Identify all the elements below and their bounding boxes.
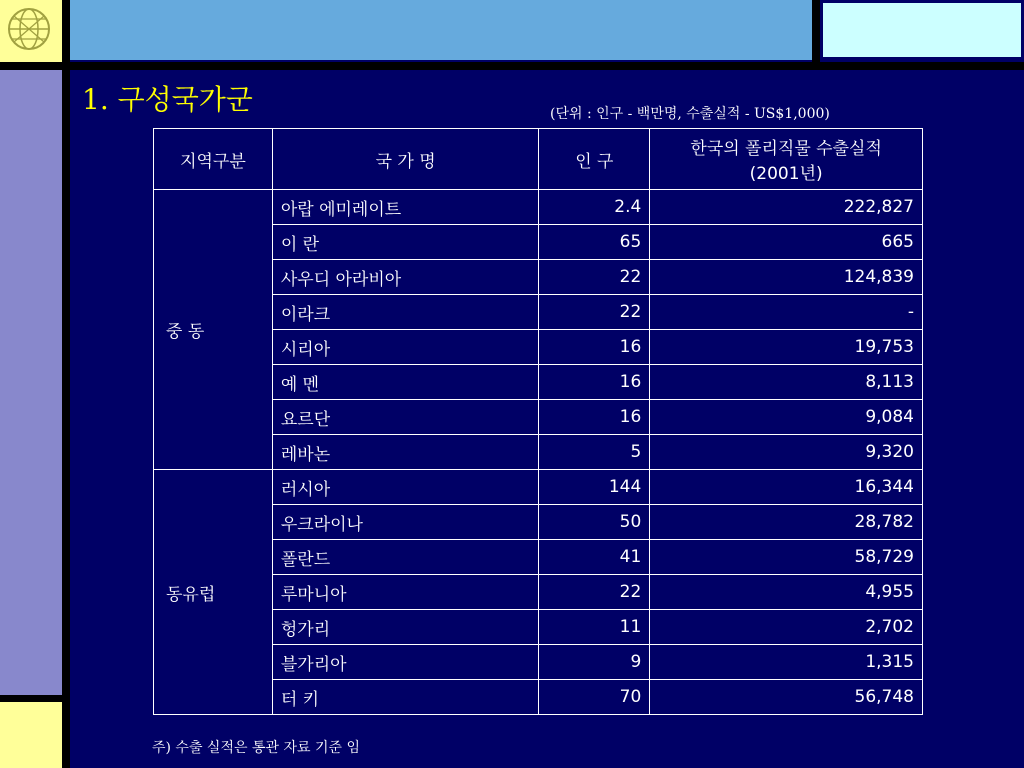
population-cell: 16 — [539, 365, 650, 400]
country-cell: 블가리아 — [272, 645, 539, 680]
header-exports-line2: (2001년) — [749, 164, 823, 184]
exports-cell: 4,955 — [650, 575, 923, 610]
population-cell: 65 — [539, 225, 650, 260]
exports-cell: 665 — [650, 225, 923, 260]
region-cell: 중 동 — [154, 190, 273, 470]
country-cell: 아랍 에미레이트 — [272, 190, 539, 225]
header-country: 국 가 명 — [272, 129, 539, 190]
country-cell: 시리아 — [272, 330, 539, 365]
country-cell: 레바논 — [272, 435, 539, 470]
population-cell: 5 — [539, 435, 650, 470]
divider — [0, 695, 62, 702]
header-exports-line1: 한국의 폴리직물 수출실적 — [690, 139, 882, 159]
population-cell: 11 — [539, 610, 650, 645]
header-region: 지역구분 — [154, 129, 273, 190]
population-cell: 41 — [539, 540, 650, 575]
exports-cell: 1,315 — [650, 645, 923, 680]
population-cell: 2.4 — [539, 190, 650, 225]
header-bar — [70, 0, 812, 60]
table-row — [154, 190, 923, 225]
population-cell: 22 — [539, 295, 650, 330]
logo-panel — [0, 0, 62, 62]
exports-cell: 56,748 — [650, 680, 923, 715]
exports-cell: 124,839 — [650, 260, 923, 295]
population-cell: 16 — [539, 330, 650, 365]
country-cell: 폴란드 — [272, 540, 539, 575]
exports-cell: 58,729 — [650, 540, 923, 575]
population-cell: 22 — [539, 260, 650, 295]
header-population: 인 구 — [539, 129, 650, 190]
population-cell: 22 — [539, 575, 650, 610]
header-exports — [650, 129, 923, 190]
country-cell: 예 멘 — [272, 365, 539, 400]
globe-icon — [0, 0, 62, 62]
exports-cell: 9,084 — [650, 400, 923, 435]
exports-cell: 8,113 — [650, 365, 923, 400]
country-table — [153, 128, 923, 715]
country-cell: 헝가리 — [272, 610, 539, 645]
exports-cell: 19,753 — [650, 330, 923, 365]
divider — [812, 0, 820, 62]
country-cell: 루마니아 — [272, 575, 539, 610]
exports-cell: 16,344 — [650, 470, 923, 505]
population-cell: 50 — [539, 505, 650, 540]
population-cell: 144 — [539, 470, 650, 505]
corner-block — [0, 702, 62, 768]
country-cell: 우크라이나 — [272, 505, 539, 540]
side-bar — [0, 70, 62, 695]
country-cell: 터 키 — [272, 680, 539, 715]
exports-cell: 222,827 — [650, 190, 923, 225]
region-cell: 동유럽 — [154, 470, 273, 715]
country-cell: 이라크 — [272, 295, 539, 330]
footnote: 주) 수출 실적은 통관 자료 기준 임 — [152, 740, 360, 756]
table-row — [154, 470, 923, 505]
table-header-row — [154, 129, 923, 190]
population-cell: 9 — [539, 645, 650, 680]
divider — [62, 0, 70, 768]
country-cell: 러시아 — [272, 470, 539, 505]
country-cell: 이 란 — [272, 225, 539, 260]
page-title: 1. 구성국가군 — [82, 83, 253, 116]
header-box — [820, 0, 1024, 60]
exports-cell: 2,702 — [650, 610, 923, 645]
population-cell: 70 — [539, 680, 650, 715]
population-cell: 16 — [539, 400, 650, 435]
country-cell: 요르단 — [272, 400, 539, 435]
exports-cell: 9,320 — [650, 435, 923, 470]
exports-cell: - — [650, 295, 923, 330]
exports-cell: 28,782 — [650, 505, 923, 540]
unit-note: (단위 : 인구 - 백만명, 수출실적 - US$1,000) — [550, 106, 830, 122]
country-cell: 사우디 아라비아 — [272, 260, 539, 295]
divider — [0, 62, 1024, 70]
